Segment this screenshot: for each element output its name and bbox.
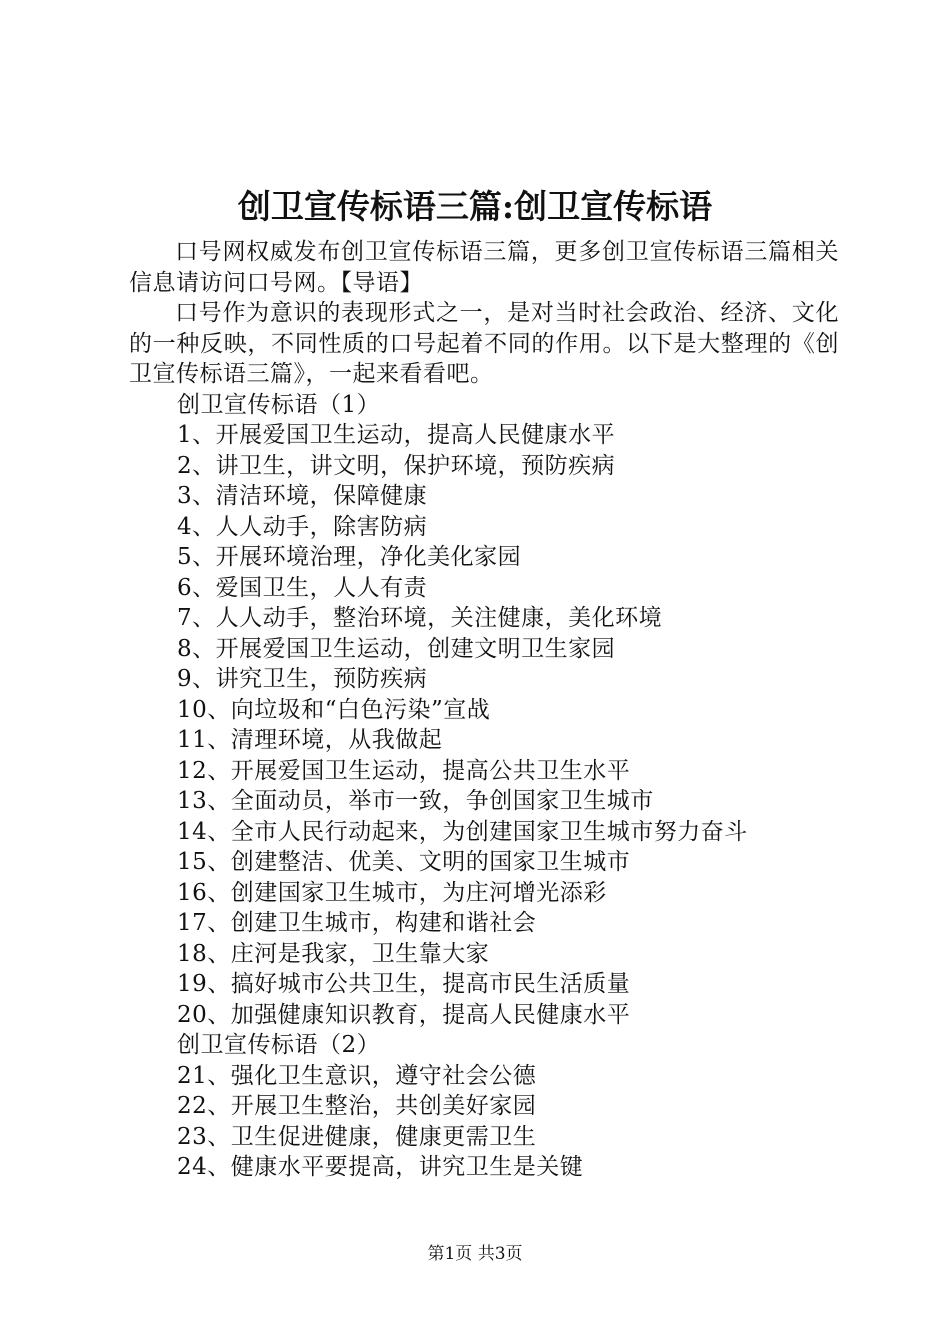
intro-paragraph: 口号作为意识的表现形式之一，是对当时社会政治、经济、文化的一种反映，不同性质的口号起着不同的作用。以下是大整理的《创卫宣传标语三篇》，一起来看看吧。 <box>129 300 839 387</box>
slogan-item: 18、庄河是我家，卫生靠大家 <box>177 940 490 967</box>
slogan-item: 20、加强健康知识教育，提高人民健康水平 <box>177 1001 631 1028</box>
slogan-item: 23、卫生促进健康，健康更需卫生 <box>177 1123 537 1150</box>
slogan-item: 15、创建整洁、优美、文明的国家卫生城市 <box>177 849 631 875</box>
slogan-item: 7、人人动手，整治环境，关注健康，美化环境 <box>177 605 663 631</box>
slogan-item: 10、向垃圾和“白色污染”宣战 <box>177 696 491 723</box>
section-heading: 创卫宣传标语（2） <box>177 1032 381 1058</box>
slogan-item: 9、讲究卫生，预防疾病 <box>177 666 428 692</box>
page-footer: 第1页 共3页 <box>427 1244 523 1264</box>
slogan-item: 24、健康水平要提高，讲究卫生是关键 <box>177 1154 584 1180</box>
slogan-item: 8、开展爱国卫生运动，创建文明卫生家园 <box>177 635 616 662</box>
intro-paragraph: 口号网权威发布创卫宣传标语三篇，更多创卫宣传标语三篇相关信息请访问口号网。【导语】 <box>129 239 839 296</box>
slogan-item: 3、清洁环境，保障健康 <box>177 483 428 509</box>
slogan-item: 13、全面动员，举市一致，争创国家卫生城市 <box>177 788 654 814</box>
slogan-item: 4、人人动手，除害防病 <box>177 513 428 540</box>
document-title: 创卫宣传标语三篇:创卫宣传标语 <box>237 187 713 226</box>
slogan-item: 17、创建卫生城市，构建和谐社会 <box>177 910 537 936</box>
slogan-item: 11、清理环境，从我做起 <box>177 727 443 753</box>
slogan-item: 16、创建国家卫生城市，为庄河增光添彩 <box>177 879 607 906</box>
slogan-item: 2、讲卫生，讲文明，保护环境，预防疾病 <box>177 452 616 479</box>
slogan-item: 6、爱国卫生，人人有责 <box>177 574 428 601</box>
slogan-item: 1、开展爱国卫生运动，提高人民健康水平 <box>177 422 616 448</box>
slogan-list <box>129 420 839 1030</box>
slogan-item: 22、开展卫生整治，共创美好家园 <box>177 1093 537 1119</box>
slogan-item: 14、全市人民行动起来，为创建国家卫生城市努力奋斗 <box>177 818 748 845</box>
slogan-list <box>129 1061 839 1183</box>
slogan-item: 12、开展爱国卫生运动，提高公共卫生水平 <box>177 757 631 784</box>
section-heading: 创卫宣传标语（1） <box>177 391 381 418</box>
slogan-item: 21、强化卫生意识，遵守社会公德 <box>177 1062 537 1089</box>
document-body <box>129 237 839 1183</box>
slogan-item: 5、开展环境治理，净化美化家园 <box>177 544 522 570</box>
slogan-item: 19、搞好城市公共卫生，提高市民生活质量 <box>177 971 631 997</box>
